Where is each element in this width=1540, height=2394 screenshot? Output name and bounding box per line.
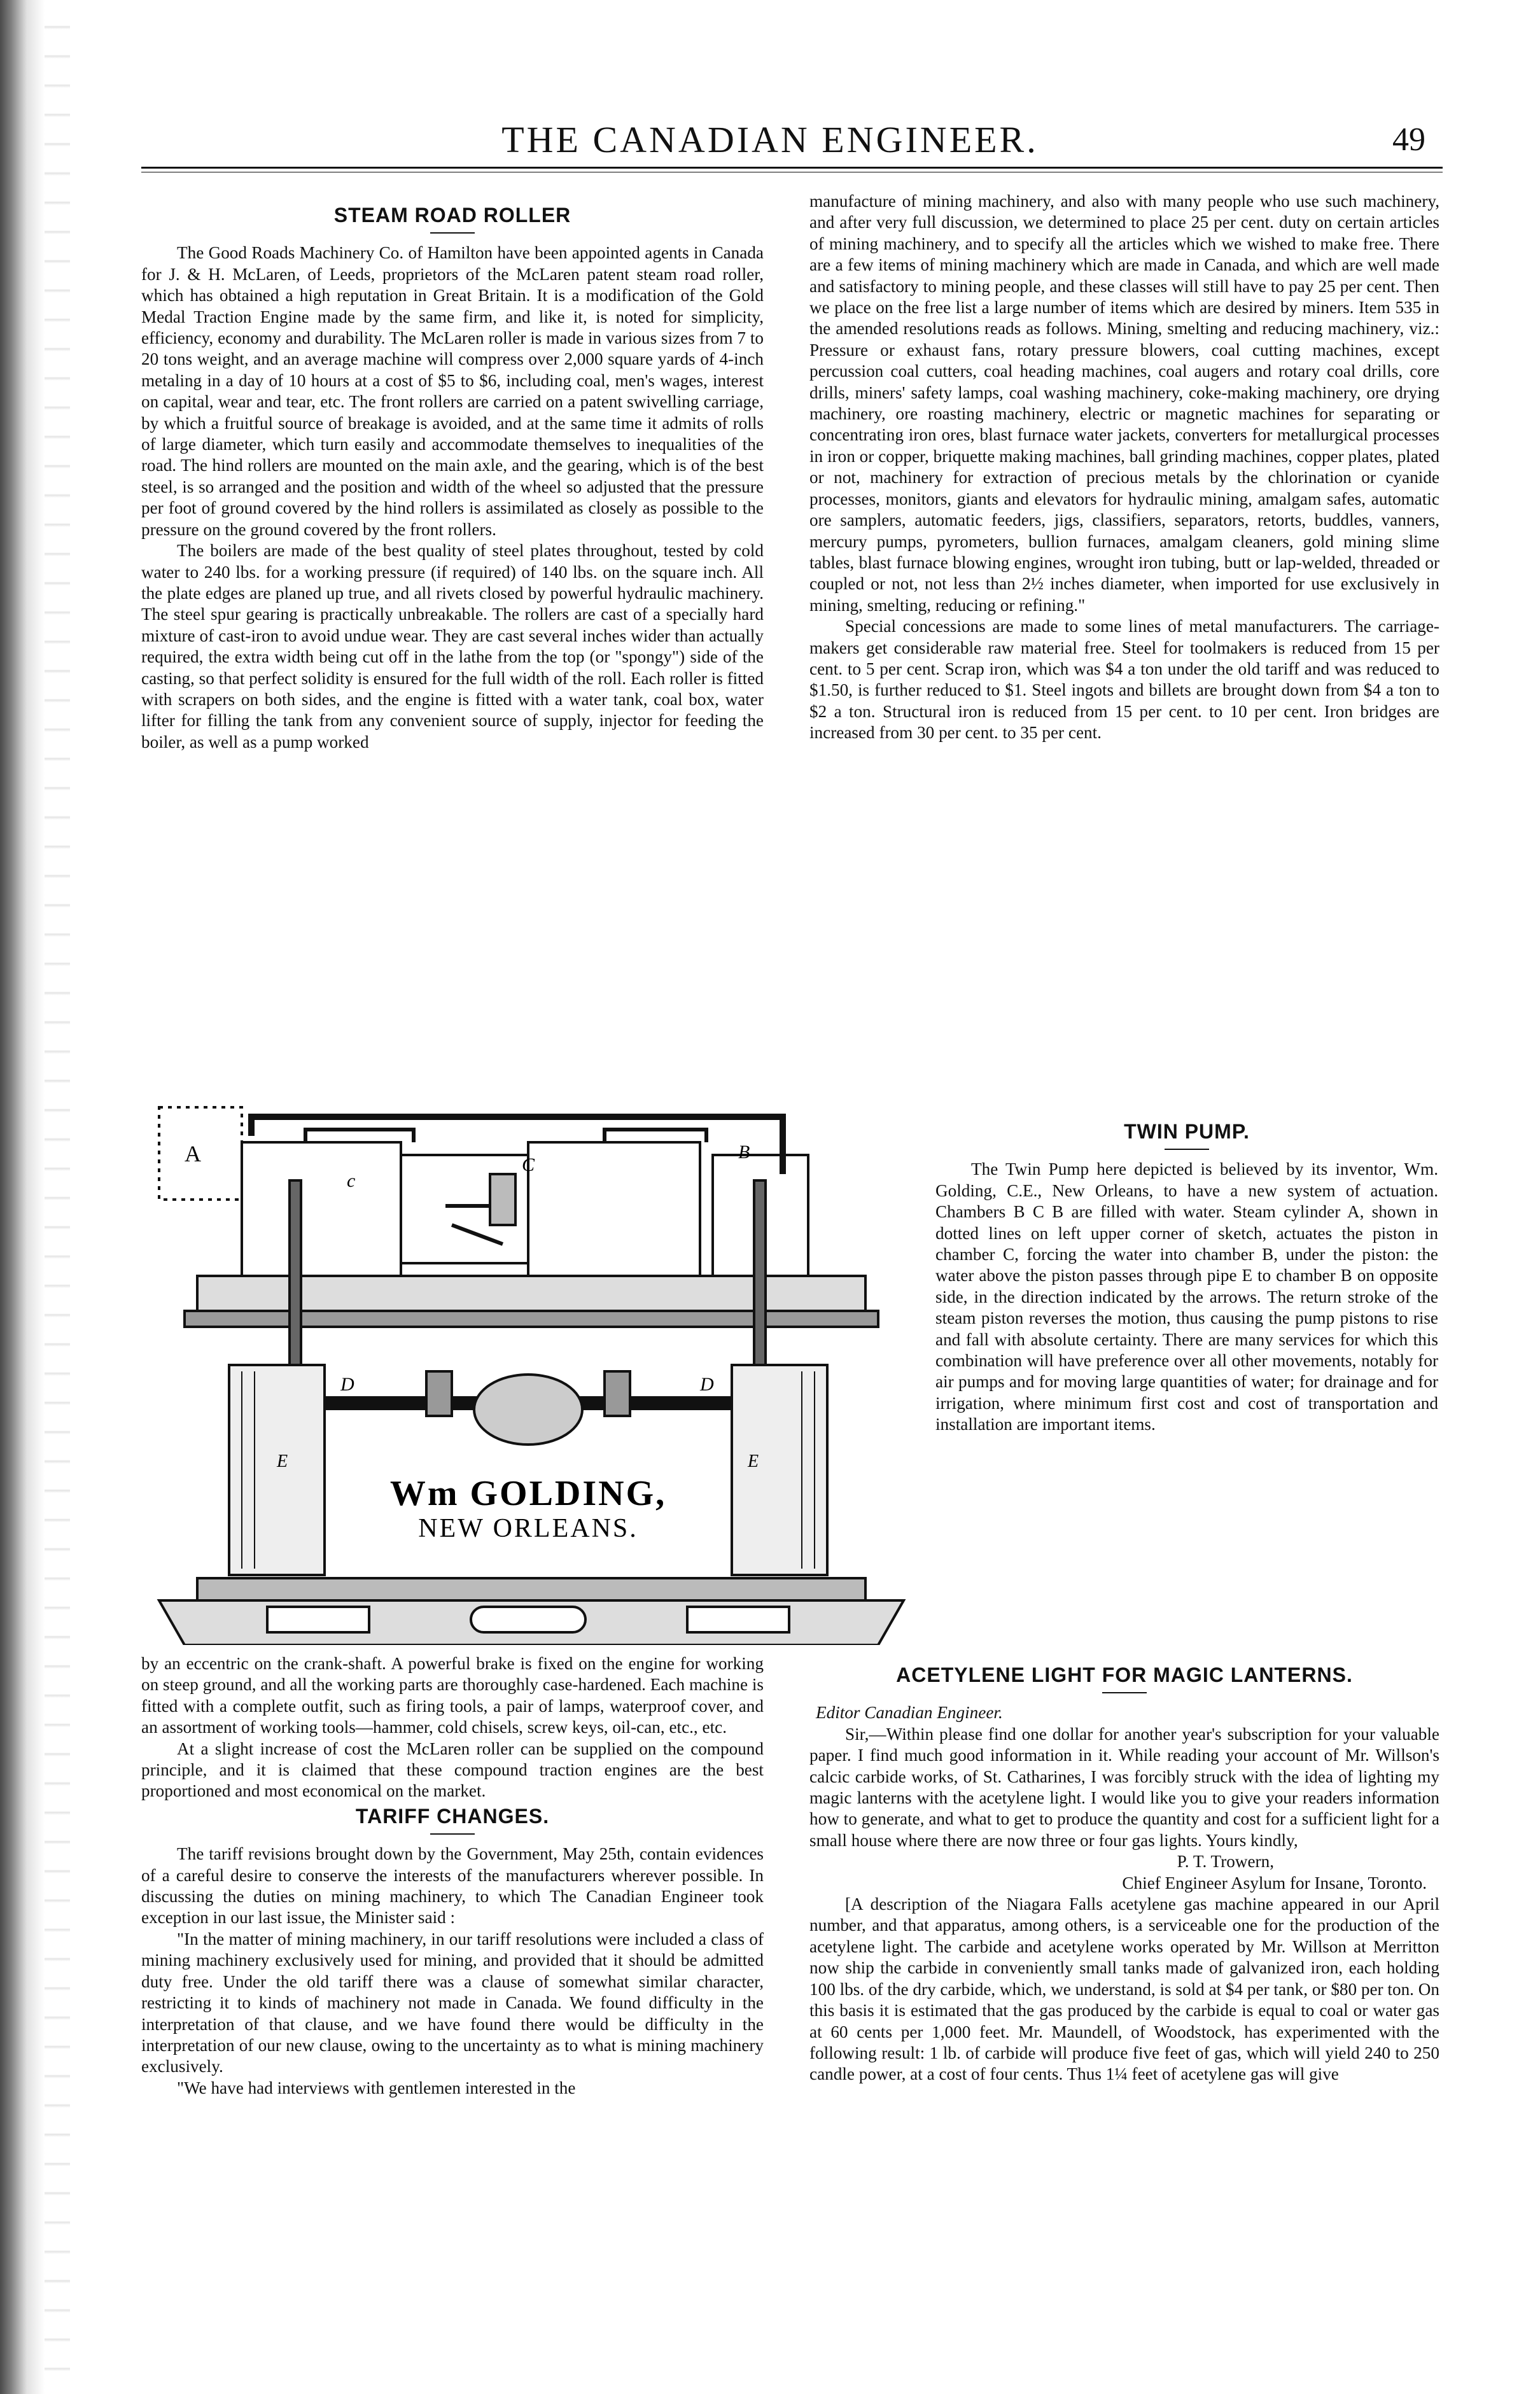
heading-rule (1165, 1149, 1209, 1150)
letter-salutation: Editor Canadian Engineer. (816, 1703, 1003, 1723)
twin-pump-drawing (146, 1098, 913, 1645)
running-head (0, 118, 1540, 162)
left-column-bottom (141, 1653, 764, 2099)
tariff-paragraph-1: The tariff revisions brought down by the Government, May 25th, contain evidences of a careful desire to conserve the interests of the manufacturers wherever possible. In discussing the duties on mining machinery, to which The Canadian Engineer took exception in our last issue, the Minister said : (141, 1844, 764, 1928)
scan-binding-edge (0, 0, 45, 2394)
steam-road-roller-heading: STEAM ROAD ROLLER (333, 204, 571, 227)
label-c-left: c (347, 1170, 356, 1191)
tariff-quote-continued: manufacture of mining machinery, and also with many people who use such machinery, and after very full discussion, we determined to place 25 per cent. duty on certain articles of mining machinery, and to specify all the articles which we wished to make free. There are a few items of mining machinery which are made in Canada, and which are well made and satisfactory to mining people, and these classes will still have to pay 25 per cent. Then we place on the free list a large number of items which are desired by miners. Item 535 in the amended resolutions reads as follows. Mining, smelting and reducing machinery, viz.: Pressure or exhaust fans, rotary pressure blowers, coal cutting machines, except percussion coal cutters, coal heading machines, coal augers and rotary coal drills, core drills, miners' safety lamps, coal washing machinery, coke-making machinery, ore drying machinery, ore roasting machinery, electric or magnetic machines for separating or concentrating iron ores, blast furnace water jackets, converters for metallurgical processes in iron or copper, briquette making machines, ball grinding machines, copper plates, plated or not, machinery for extraction of precious metals by the chlorination or cyanide processes, monitors, giants and elevators for hydraulic mining, amalgam safes, automatic ore samplers, automatic feeders, jigs, classifiers, separators, retorts, buddles, vanners, mercury pumps, pyrometers, bullion furnaces, amalgam cleaners, gold mining slime tables, blast furnace blowing engines, wrought iron tubing, butt or lap-welded, threaded or coupled or not, not less than 2½ inches diameter, when imported for use exclusively in mining, smelting, reducing or refining." (809, 192, 1439, 615)
roller-paragraph-3: by an eccentric on the crank-shaft. A powerful brake is fixed on the engine for working on steep ground, and all the working parts are thoroughly case-hardened. Each machine is fitted with a complete outfit, such as firing tools, a pair of lamps, waterproof cover, and an assortment of working tools—hammer, cold chisels, screw keys, oil-can, etc., etc. (141, 1654, 764, 1737)
heading-rule (1102, 1692, 1147, 1693)
label-b: B (738, 1142, 750, 1163)
heading-rule (430, 232, 475, 234)
scan-binding-shadow (45, 0, 70, 2394)
roller-paragraph-2: The boilers are made of the best quality of steel plates throughout, tested by cold water to 240 lbs. for a working pressure (if required) of 140 lbs. on the square inch. All the plate edges are planed up true, and all rivets closed by powerful hydraulic machinery. The steel spur gearing is practically unbreakable. The rollers are cast of a specially hard mixture of cast-iron to avoid undue wear. They are cast several inches wider than actually required, the extra width being cut off in the lathe from the top (or "spongy") side of the casting, so that perfect solidity is ensured for the full width of the roll. Each roller is fitted with scrapers on both sides, and the engine is fitted with a water tank, coal box, water lifter for filling the tank from any convenient source of supply, injector for feeding the boiler, as well as a pump worked (141, 541, 764, 752)
figure-maker-name: Wm GOLDING, (389, 1474, 667, 1513)
lower-cylinder-right (732, 1365, 827, 1575)
label-d-left: D (340, 1374, 354, 1395)
roller-paragraph-1: The Good Roads Machinery Co. of Hamilton have been appointed agents in Canada for J. & H. McLaren, of Leeds, proprietors of the McLaren patent steam road roller, which has obtained a high reputation in Great Britain. It is a modification of the Gold Medal Traction Engine made by the same firm, and like it, is noted for simplicity, efficiency, economy and durability. The McLaren roller is made in various sizes from 7 to 20 tons weight, and an average machine will compress over 2,000 square yards of 4-inch metaling in a day of 10 hours at a cost of $5 to $6, including coal, men's wages, interest on capital, wear and tear, etc. The front rollers are carried on a patent swivelling carriage, by which a fruitful source of breakage is avoided, and at the same time it admits of rolls of large diameter, which turn easily and accommodate themselves to inequalities of the road. The hind rollers are mounted on the main axle, and the gearing, which is of the best steel, is so arranged and the position and width of the wheel so adjusted that the pressure per foot of ground covered by the hind rollers is assimilated as closely as possible to the pressure on the ground covered by the front rollers. (141, 243, 764, 539)
acetylene-heading: ACETYLENE LIGHT FOR MAGIC LANTERNS. (896, 1663, 1353, 1686)
twin-pump-figure (146, 1098, 913, 1645)
heading-rule (430, 1833, 475, 1835)
label-e-right: E (748, 1452, 759, 1471)
right-column-top (809, 191, 1439, 744)
pipe-e-top (251, 1117, 783, 1174)
left-column-top (141, 205, 764, 753)
twin-pump-paragraph: The Twin Pump here depicted is believed by its inventor, Wm. Golding, C.E., New Orleans, to have a new system of actuation. Chambers B C B are filled with water. Steam cylinder A, shown in dotted lines on left upper corner of sketch, actuates the piston in chamber C, forcing the water into chamber B, under the piston: the water above the piston passes through pipe E to chamber B on opposite side, in the direction indicated by the arrows. The return stroke of the steam piston reverses the motion, thus causing the pump pistons to rise and fall with absolute certainty. There are many services for which this combination will have preference over all other movements, notably for air pumps and for moving large quantities of water; for drainage and for irrigation, where minimum first cost and cost of transportation and installation are important items. (935, 1159, 1438, 1434)
tariff-paragraph-2: "In the matter of mining machinery, in our tariff resolutions were included a class of mining machinery exclusively used for mining, and provided that it should be admitted duty free. Under the old tariff there was a clause of somewhat similar character, restricting it to kinds of machinery not made in Canada. We found difficulty in the interpretation of that clause, and we have found there would be difficulty in the interpretation of our new clause, owing to the uncertainty as to what is mining machinery exclusively. (141, 1929, 764, 2076)
journal-title: THE CANADIAN ENGINEER. (501, 119, 1039, 160)
page-number: 49 (1392, 122, 1425, 158)
header-rule-thick (141, 167, 1443, 169)
letter-signature-title: Chief Engineer Asylum for Insane, Toronto. (1122, 1873, 1427, 1893)
label-a: A (185, 1141, 201, 1166)
upper-chamber-b-left (242, 1142, 401, 1276)
acetylene-section (809, 1665, 1439, 2085)
tariff-paragraph-3: "We have had interviews with gentlemen interested in the (177, 2078, 576, 2097)
letter-signature: P. T. Trowern, (1177, 1852, 1274, 1872)
upper-chamber-b-right (528, 1142, 700, 1276)
label-c: C (522, 1154, 535, 1175)
roller-paragraph-4: At a slight increase of cost the McLaren roller can be supplied on the compound principle, and it is claimed that these compound traction engines are the best proportioned and most economical on the market. (141, 1739, 764, 1801)
label-e-left: E (277, 1452, 288, 1471)
label-d-right: D (700, 1374, 714, 1395)
twin-pump-section (935, 1121, 1438, 1436)
tariff-concessions: Special concessions are made to some lines of metal manufacturers. The carriage-makers get considerable raw material free. Steel for toolmakers is reduced from 15 per cent. to 5 per cent. Scrap iron, which was $4 a ton under the old tariff and was reduced to $1.50, is further reduced to $1. Steel ingots and billets are brought down from $4 a ton to $2 a ton. Structural iron is reduced from 15 per cent. to 10 per cent. Iron bridges are increased from 30 per cent. to 35 per cent. (809, 617, 1439, 743)
twin-pump-heading: TWIN PUMP. (1124, 1120, 1250, 1143)
letter-body: Sir,—Within please find one dollar for another year's subscription for your valuable paper. I find much good information in it. While reading your account of Mr. Willson's calcic carbide works, of St. Catharines, I was forcibly struck with the idea of lighting my magic lanterns with the acetylene light. I would like you to give your readers information how to generate, and what to get to produce the quantity and cost for a sufficient light for a small house where there are now three or four gas lights. Yours kindly, (809, 1724, 1439, 1850)
tariff-heading: TARIFF CHANGES. (355, 1804, 550, 1828)
figure-maker-city: NEW ORLEANS. (418, 1514, 638, 1543)
editor-reply: [A description of the Niagara Falls acetylene gas machine appeared in our April number, and that apparatus, among others, is a serviceable one for the production of the acetylene light. The carbide and acetylene works operated by Mr. Willson at Merritton now ship the carbide in conveniently small tanks made of galvanized iron, each holding 100 lbs. of the dry carbide, which, we understand, is sold at $4 per tank, or $80 per ton. On this basis it is estimated that the gas produced by the carbide is equal to coal or water gas at 60 cents per 1,000 feet. Mr. Maundell, of Woodstock, has experimented with the following result: 1 lb. of carbide will produce five feet of gas, which will yield 240 to 250 candle power, at a cost of four cents. Thus 1¼ feet of acetylene gas will give (809, 1894, 1439, 2084)
